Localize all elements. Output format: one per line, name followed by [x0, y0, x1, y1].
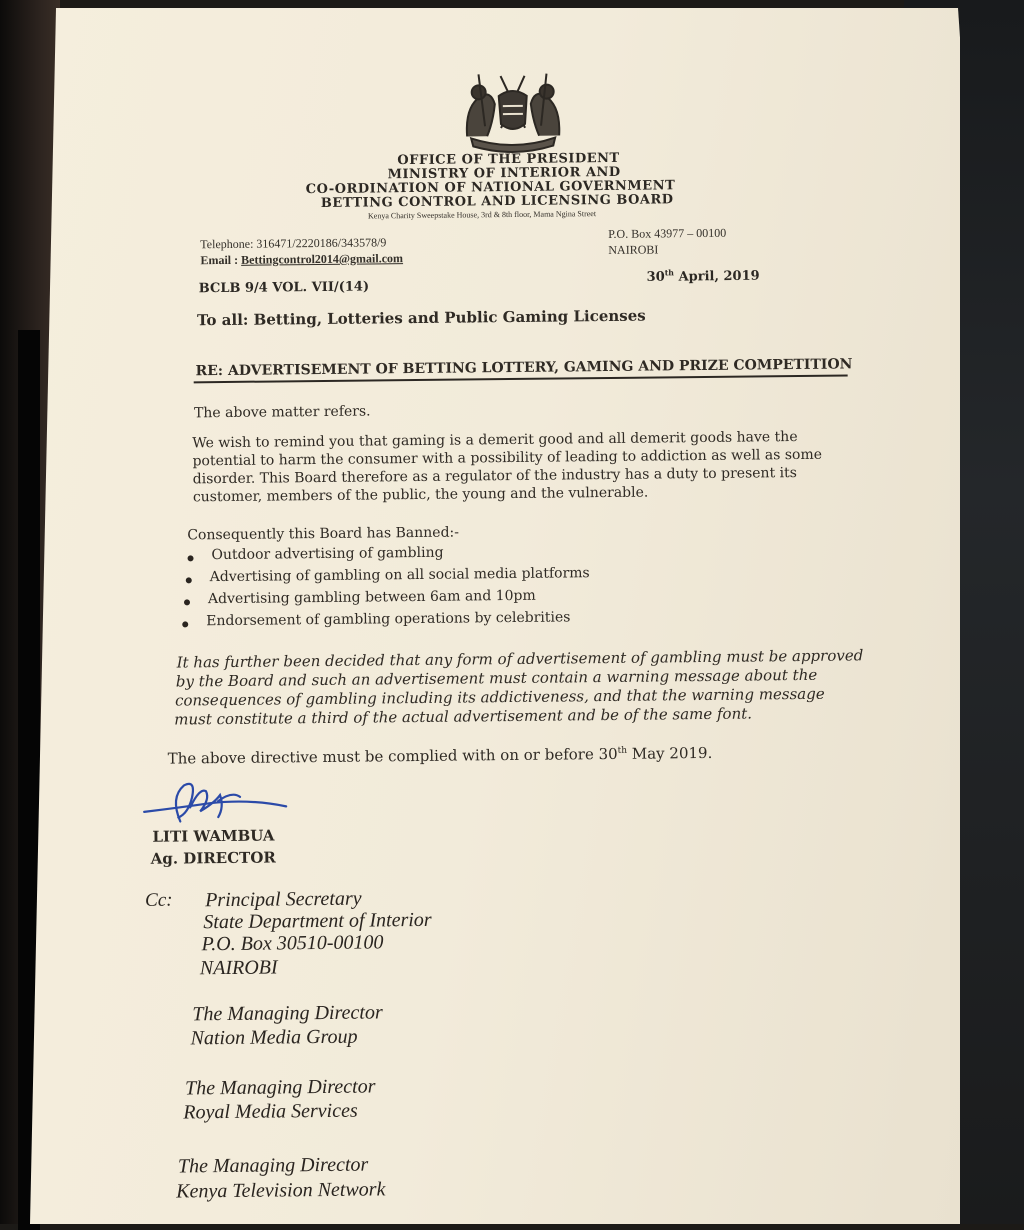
para2-line: It has further been decided that any form of advertisement of gambling must be approved	[176, 646, 864, 672]
bullet-icon	[186, 577, 192, 583]
signatory-name: LITI WAMBUA	[152, 826, 275, 846]
banned-item: Advertising of gambling on all social media platforms	[209, 565, 590, 586]
addressee: To all: Betting, Lotteries and Public Gaming Licenses	[196, 306, 646, 330]
cc-recipient-line: Nation Media Group	[190, 1025, 358, 1050]
intro-text: The above matter refers.	[193, 403, 371, 422]
bullet-icon	[182, 621, 188, 627]
cc-recipient-line: State Department of Interior	[203, 908, 432, 934]
cc-recipient-line: Royal Media Services	[183, 1099, 358, 1124]
letter-date: 30th April, 2019	[646, 268, 760, 285]
letterhead-address: Kenya Charity Sweepstake House, 3rd & 8th floor, Mama Ngina Street	[367, 209, 597, 221]
po-box: P.O. Box 43977 – 00100	[608, 225, 727, 241]
letterhead-coordination: CO-ORDINATION OF NATIONAL GOVERNMENT	[305, 178, 676, 198]
para2-line: must constitute a third of the actual advertisement and be of the same font.	[174, 704, 753, 729]
letterhead-ministry: MINISTRY OF INTERIOR AND	[387, 164, 621, 183]
po-city: NAIROBI	[608, 242, 659, 257]
cc-recipient-line: NAIROBI	[199, 956, 278, 980]
cc-recipient-line: P.O. Box 30510-00100	[201, 931, 384, 956]
cc-recipient-line: The Managing Director	[184, 1075, 376, 1100]
para1-line: customer, members of the public, the young and the vulnerable.	[192, 484, 649, 506]
letterhead-office: OFFICE OF THE PRESIDENT	[397, 150, 620, 169]
reference-number: BCLB 9/4 VOL. VII/(14)	[198, 279, 370, 297]
email-line: Email : Bettingcontrol2014@gmail.com	[200, 251, 404, 268]
signatory-title: Ag. DIRECTOR	[150, 848, 276, 868]
para1-line: disorder. This Board therefore as a regulator of the industry has a duty to present its	[192, 465, 797, 488]
para2-line: consequences of gambling including its addictiveness, and that the warning message	[174, 684, 825, 710]
banned-item: Outdoor advertising of gambling	[211, 544, 444, 564]
banned-item: Endorsement of gambling operations by celebrities	[206, 609, 571, 630]
cc-recipient-line: Principal Secretary	[205, 887, 362, 912]
para1-line: We wish to remind you that gaming is a demerit good and all demerit goods have the	[192, 429, 798, 452]
coat-of-arms-icon	[456, 65, 569, 154]
cc-recipient-line: The Managing Director	[177, 1153, 369, 1178]
para1-line: potential to harm the consumer with a possibility of leading to addiction as well as some	[192, 446, 823, 470]
letterhead-board: BETTING CONTROL AND LICENSING BOARD	[320, 192, 674, 211]
para2-line: by the Board and such an advertisement must contain a warning message about the	[175, 665, 818, 691]
signature-icon	[140, 776, 291, 832]
banned-item: Advertising gambling between 6am and 10pm	[207, 587, 536, 608]
subject-line: RE: ADVERTISEMENT OF BETTING LOTTERY, GAMING AND PRIZE COMPETITION	[195, 356, 853, 380]
banned-intro: Consequently this Board has Banned:-	[187, 524, 460, 544]
telephone-line: Telephone: 316471/2220186/343578/9	[200, 235, 387, 252]
cc-recipient-line: The Managing Director	[192, 1001, 383, 1026]
cc-label: Cc:	[145, 889, 173, 911]
bullet-icon	[188, 555, 194, 561]
cc-recipient-line: Kenya Television Network	[176, 1178, 386, 1203]
bullet-icon	[184, 599, 190, 605]
email-link[interactable]: Bettingcontrol2014@gmail.com	[241, 251, 404, 267]
compliance-directive: The above directive must be complied with on or before 30th May 2019.	[167, 743, 713, 768]
